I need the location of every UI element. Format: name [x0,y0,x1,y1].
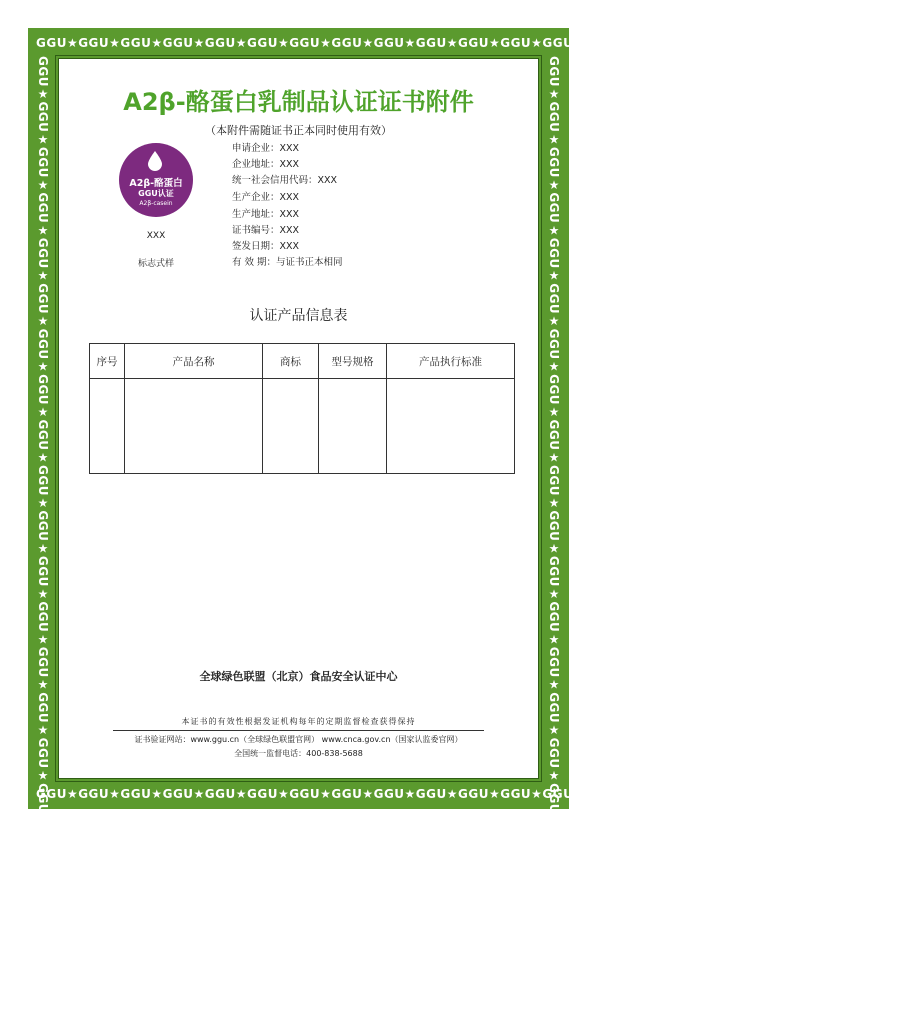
table-cell [125,379,263,474]
border-pattern-right: GGU★GGU★GGU★GGU★GGU★GGU★GGU★GGU★GGU★GGU★GGU★GGU★GGU★GGU★GGU★GGU★GGU★GGU★GGU★GGU★GGU★ [547,56,561,1010]
info-company-address: 企业地址：XXX [232,159,300,170]
logo-caption: XXX [146,231,166,241]
col-header-product-name: 产品名称 [125,344,263,379]
table-cell [319,379,387,474]
border-pattern-left: GGU★GGU★GGU★GGU★GGU★GGU★GGU★GGU★GGU★GGU★GGU★GGU★GGU★GGU★GGU★GGU★GGU★GGU★GGU★GGU★GGU★ [36,56,50,1010]
info-production-address: 生产地址：XXX [232,209,300,220]
logo-text-english: A2β-casein [139,200,173,207]
table-row [90,379,515,474]
col-header-model-spec: 型号规格 [319,344,387,379]
product-table-title: 认证产品信息表 [249,308,348,324]
table-cell [263,379,319,474]
logo-text-main: A2β-酪蛋白 [129,178,183,189]
table-cell [387,379,515,474]
milk-drop-icon [147,151,163,171]
col-header-trademark: 商标 [263,344,319,379]
info-certificate-number: 证书编号：XXX [232,225,300,236]
supervision-phone: 全国统一监督电话：400-838-5688 [234,749,363,758]
verification-websites: 证书验证网站：www.ggu.cn（全球绿色联盟官网） www.cnca.gov.cn（国家认监委官网） [134,735,463,744]
info-validity: 有 效 期：与证书正本相同 [232,257,343,268]
logo-style-label: 标志式样 [137,259,174,269]
info-applicant: 申请企业：XXX [232,143,300,154]
certification-logo [119,143,193,217]
border-pattern-bottom: GGU★GGU★GGU★GGU★GGU★GGU★GGU★GGU★GGU★GGU★GGU★GGU★GGU★GGU★GGU★GGU★GGU★GGU★GGU★GGU★GGU★ [36,787,922,801]
info-manufacturer: 生产企业：XXX [232,192,300,203]
certificate-subtitle: （本附件需随证书正本同时使用有效） [205,124,392,137]
col-header-index: 序号 [90,344,125,379]
col-header-standard: 产品执行标准 [387,344,515,379]
table-header-row [90,344,515,379]
product-info-table [89,343,515,474]
info-issue-date: 签发日期：XXX [232,241,300,252]
table-cell [90,379,125,474]
issuing-organization: 全球绿色联盟（北京）食品安全认证中心 [199,670,398,683]
logo-text-cert: GGU认证 [138,189,174,198]
footer-divider [113,730,484,731]
certificate-title: A2β-酪蛋白乳制品认证证书附件 [123,88,474,116]
info-credit-code: 统一社会信用代码：XXX [232,175,338,186]
border-pattern-top: GGU★GGU★GGU★GGU★GGU★GGU★GGU★GGU★GGU★GGU★GGU★GGU★GGU★GGU★GGU★GGU★GGU★GGU★GGU★GGU★GGU★ [36,36,922,50]
validity-note: 本证书的有效性根据发证机构每年的定期监督检查获得保持 [181,717,416,726]
